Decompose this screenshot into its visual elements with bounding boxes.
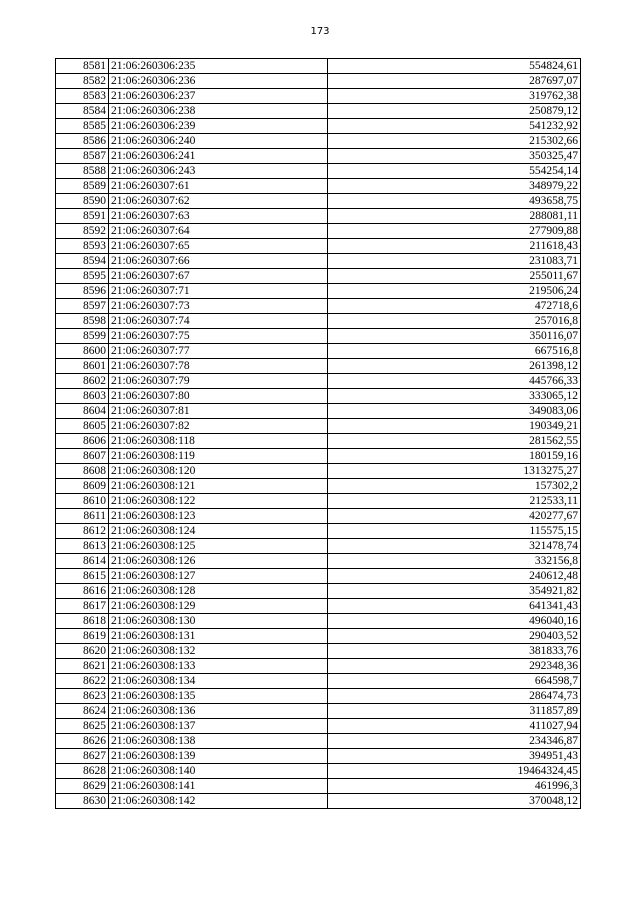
cadastral-number: 21:06:260308:135 <box>109 689 328 704</box>
cadastral-number: 21:06:260307:71 <box>109 284 328 299</box>
cadastral-value: 370048,12 <box>328 794 581 809</box>
cadastral-number: 21:06:260307:62 <box>109 194 328 209</box>
table-row <box>56 464 581 479</box>
cadastral-value: 190349,21 <box>328 419 581 434</box>
cadastral-number: 21:06:260308:119 <box>109 449 328 464</box>
row-number: 8620 <box>56 644 109 659</box>
row-number: 8585 <box>56 119 109 134</box>
row-number: 8602 <box>56 374 109 389</box>
row-number: 8586 <box>56 134 109 149</box>
cadastral-number: 21:06:260307:80 <box>109 389 328 404</box>
cadastral-value: 219506,24 <box>328 284 581 299</box>
cadastral-value: 115575,15 <box>328 524 581 539</box>
table-row <box>56 89 581 104</box>
table-row <box>56 509 581 524</box>
row-number: 8619 <box>56 629 109 644</box>
cadastral-number: 21:06:260306:239 <box>109 119 328 134</box>
cadastral-value: 349083,06 <box>328 404 581 419</box>
table-row <box>56 194 581 209</box>
cadastral-number: 21:06:260307:78 <box>109 359 328 374</box>
row-number: 8600 <box>56 344 109 359</box>
table-row <box>56 299 581 314</box>
table-row <box>56 59 581 74</box>
cadastral-value: 231083,71 <box>328 254 581 269</box>
cadastral-number: 21:06:260308:137 <box>109 719 328 734</box>
row-number: 8603 <box>56 389 109 404</box>
cadastral-number: 21:06:260308:124 <box>109 524 328 539</box>
table-row <box>56 329 581 344</box>
cadastral-value: 212533,11 <box>328 494 581 509</box>
cadastral-number: 21:06:260308:139 <box>109 749 328 764</box>
row-number: 8591 <box>56 209 109 224</box>
cadastral-value: 381833,76 <box>328 644 581 659</box>
row-number: 8582 <box>56 74 109 89</box>
table-body <box>56 59 581 809</box>
table-row <box>56 524 581 539</box>
cadastral-value: 354921,82 <box>328 584 581 599</box>
table-row <box>56 404 581 419</box>
cadastral-value: 290403,52 <box>328 629 581 644</box>
table-row <box>56 659 581 674</box>
cadastral-number: 21:06:260308:122 <box>109 494 328 509</box>
row-number: 8606 <box>56 434 109 449</box>
row-number: 8595 <box>56 269 109 284</box>
table-row <box>56 644 581 659</box>
cadastral-value: 211618,43 <box>328 239 581 254</box>
row-number: 8617 <box>56 599 109 614</box>
table-row <box>56 419 581 434</box>
cadastral-value: 641341,43 <box>328 599 581 614</box>
cadastral-value: 472718,6 <box>328 299 581 314</box>
table-row <box>56 674 581 689</box>
cadastral-number: 21:06:260308:140 <box>109 764 328 779</box>
cadastral-number: 21:06:260308:130 <box>109 614 328 629</box>
cadastral-number: 21:06:260308:141 <box>109 779 328 794</box>
row-number: 8625 <box>56 719 109 734</box>
row-number: 8584 <box>56 104 109 119</box>
cadastral-number: 21:06:260308:121 <box>109 479 328 494</box>
table-row <box>56 314 581 329</box>
cadastral-value: 157302,2 <box>328 479 581 494</box>
cadastral-value: 348979,22 <box>328 179 581 194</box>
table-row <box>56 599 581 614</box>
cadastral-number: 21:06:260307:82 <box>109 419 328 434</box>
table-row <box>56 209 581 224</box>
row-number: 8587 <box>56 149 109 164</box>
row-number: 8604 <box>56 404 109 419</box>
cadastral-number: 21:06:260307:73 <box>109 299 328 314</box>
cadastral-number: 21:06:260308:129 <box>109 599 328 614</box>
table-row <box>56 719 581 734</box>
row-number: 8627 <box>56 749 109 764</box>
row-number: 8594 <box>56 254 109 269</box>
table-row <box>56 734 581 749</box>
cadastral-number: 21:06:260308:134 <box>109 674 328 689</box>
cadastral-value: 257016,8 <box>328 314 581 329</box>
row-number: 8610 <box>56 494 109 509</box>
row-number: 8590 <box>56 194 109 209</box>
cadastral-number: 21:06:260306:235 <box>109 59 328 74</box>
cadastral-value: 461996,3 <box>328 779 581 794</box>
table-row <box>56 569 581 584</box>
row-number: 8597 <box>56 299 109 314</box>
cadastral-value: 333065,12 <box>328 389 581 404</box>
table-row <box>56 689 581 704</box>
table-row <box>56 284 581 299</box>
row-number: 8618 <box>56 614 109 629</box>
cadastral-value: 255011,67 <box>328 269 581 284</box>
cadastral-number: 21:06:260308:123 <box>109 509 328 524</box>
cadastral-number: 21:06:260307:75 <box>109 329 328 344</box>
cadastral-value: 292348,36 <box>328 659 581 674</box>
row-number: 8626 <box>56 734 109 749</box>
cadastral-value: 664598,7 <box>328 674 581 689</box>
cadastral-number: 21:06:260306:238 <box>109 104 328 119</box>
row-number: 8629 <box>56 779 109 794</box>
row-number: 8613 <box>56 539 109 554</box>
cadastral-value: 554824,61 <box>328 59 581 74</box>
cadastral-value: 1313275,27 <box>328 464 581 479</box>
table-row <box>56 149 581 164</box>
table-row <box>56 389 581 404</box>
cadastral-number: 21:06:260308:132 <box>109 644 328 659</box>
table-row <box>56 269 581 284</box>
row-number: 8611 <box>56 509 109 524</box>
cadastral-number: 21:06:260308:118 <box>109 434 328 449</box>
cadastral-value-table <box>55 58 581 809</box>
cadastral-value: 350325,47 <box>328 149 581 164</box>
cadastral-value: 250879,12 <box>328 104 581 119</box>
cadastral-number: 21:06:260307:77 <box>109 344 328 359</box>
table-row <box>56 359 581 374</box>
cadastral-value: 286474,73 <box>328 689 581 704</box>
table-row <box>56 584 581 599</box>
row-number: 8624 <box>56 704 109 719</box>
cadastral-value: 332156,8 <box>328 554 581 569</box>
row-number: 8601 <box>56 359 109 374</box>
cadastral-number: 21:06:260306:241 <box>109 149 328 164</box>
row-number: 8614 <box>56 554 109 569</box>
cadastral-number: 21:06:260306:240 <box>109 134 328 149</box>
table-row <box>56 764 581 779</box>
cadastral-number: 21:06:260307:81 <box>109 404 328 419</box>
cadastral-value: 445766,33 <box>328 374 581 389</box>
table-row <box>56 134 581 149</box>
table-row <box>56 344 581 359</box>
row-number: 8607 <box>56 449 109 464</box>
cadastral-value: 287697,07 <box>328 74 581 89</box>
cadastral-value: 541232,92 <box>328 119 581 134</box>
cadastral-number: 21:06:260308:128 <box>109 584 328 599</box>
cadastral-number: 21:06:260307:79 <box>109 374 328 389</box>
row-number: 8581 <box>56 59 109 74</box>
cadastral-number: 21:06:260307:67 <box>109 269 328 284</box>
table-row <box>56 539 581 554</box>
cadastral-number: 21:06:260306:236 <box>109 74 328 89</box>
row-number: 8592 <box>56 224 109 239</box>
table-row <box>56 629 581 644</box>
cadastral-value: 180159,16 <box>328 449 581 464</box>
cadastral-number: 21:06:260308:126 <box>109 554 328 569</box>
row-number: 8630 <box>56 794 109 809</box>
cadastral-number: 21:06:260308:133 <box>109 659 328 674</box>
page-number: 173 <box>310 26 330 37</box>
table-row <box>56 74 581 89</box>
cadastral-value: 311857,89 <box>328 704 581 719</box>
cadastral-number: 21:06:260307:74 <box>109 314 328 329</box>
cadastral-value: 411027,94 <box>328 719 581 734</box>
cadastral-value: 667516,8 <box>328 344 581 359</box>
row-number: 8628 <box>56 764 109 779</box>
table-row <box>56 794 581 809</box>
row-number: 8596 <box>56 284 109 299</box>
cadastral-value: 554254,14 <box>328 164 581 179</box>
table-row <box>56 779 581 794</box>
row-number: 8621 <box>56 659 109 674</box>
table-row <box>56 104 581 119</box>
cadastral-value: 19464324,45 <box>328 764 581 779</box>
row-number: 8588 <box>56 164 109 179</box>
cadastral-number: 21:06:260307:61 <box>109 179 328 194</box>
cadastral-value: 319762,38 <box>328 89 581 104</box>
cadastral-number: 21:06:260308:138 <box>109 734 328 749</box>
table-row <box>56 254 581 269</box>
cadastral-number: 21:06:260306:237 <box>109 89 328 104</box>
cadastral-number: 21:06:260307:66 <box>109 254 328 269</box>
cadastral-number: 21:06:260307:64 <box>109 224 328 239</box>
table-row <box>56 704 581 719</box>
row-number: 8622 <box>56 674 109 689</box>
cadastral-value: 350116,07 <box>328 329 581 344</box>
row-number: 8608 <box>56 464 109 479</box>
cadastral-number: 21:06:260308:136 <box>109 704 328 719</box>
row-number: 8593 <box>56 239 109 254</box>
cadastral-value: 234346,87 <box>328 734 581 749</box>
cadastral-number: 21:06:260306:243 <box>109 164 328 179</box>
cadastral-value: 277909,88 <box>328 224 581 239</box>
row-number: 8609 <box>56 479 109 494</box>
table-row <box>56 494 581 509</box>
table-row <box>56 119 581 134</box>
cadastral-number: 21:06:260308:131 <box>109 629 328 644</box>
cadastral-value: 261398,12 <box>328 359 581 374</box>
table-row <box>56 164 581 179</box>
table-row <box>56 554 581 569</box>
cadastral-value: 496040,16 <box>328 614 581 629</box>
row-number: 8615 <box>56 569 109 584</box>
row-number: 8616 <box>56 584 109 599</box>
table-row <box>56 374 581 389</box>
table-row <box>56 479 581 494</box>
row-number: 8589 <box>56 179 109 194</box>
table-row <box>56 224 581 239</box>
cadastral-value: 240612,48 <box>328 569 581 584</box>
cadastral-value: 215302,66 <box>328 134 581 149</box>
row-number: 8598 <box>56 314 109 329</box>
cadastral-number: 21:06:260307:65 <box>109 239 328 254</box>
table-row <box>56 614 581 629</box>
cadastral-number: 21:06:260308:125 <box>109 539 328 554</box>
cadastral-number: 21:06:260308:127 <box>109 569 328 584</box>
cadastral-value: 394951,43 <box>328 749 581 764</box>
table-row <box>56 179 581 194</box>
cadastral-number: 21:06:260308:120 <box>109 464 328 479</box>
table-row <box>56 239 581 254</box>
cadastral-value: 281562,55 <box>328 434 581 449</box>
cadastral-number: 21:06:260308:142 <box>109 794 328 809</box>
table-row <box>56 449 581 464</box>
cadastral-value: 321478,74 <box>328 539 581 554</box>
cadastral-value: 288081,11 <box>328 209 581 224</box>
table-row <box>56 749 581 764</box>
cadastral-value: 420277,67 <box>328 509 581 524</box>
cadastral-value: 493658,75 <box>328 194 581 209</box>
cadastral-number: 21:06:260307:63 <box>109 209 328 224</box>
row-number: 8599 <box>56 329 109 344</box>
row-number: 8623 <box>56 689 109 704</box>
row-number: 8612 <box>56 524 109 539</box>
table-row <box>56 434 581 449</box>
row-number: 8605 <box>56 419 109 434</box>
row-number: 8583 <box>56 89 109 104</box>
